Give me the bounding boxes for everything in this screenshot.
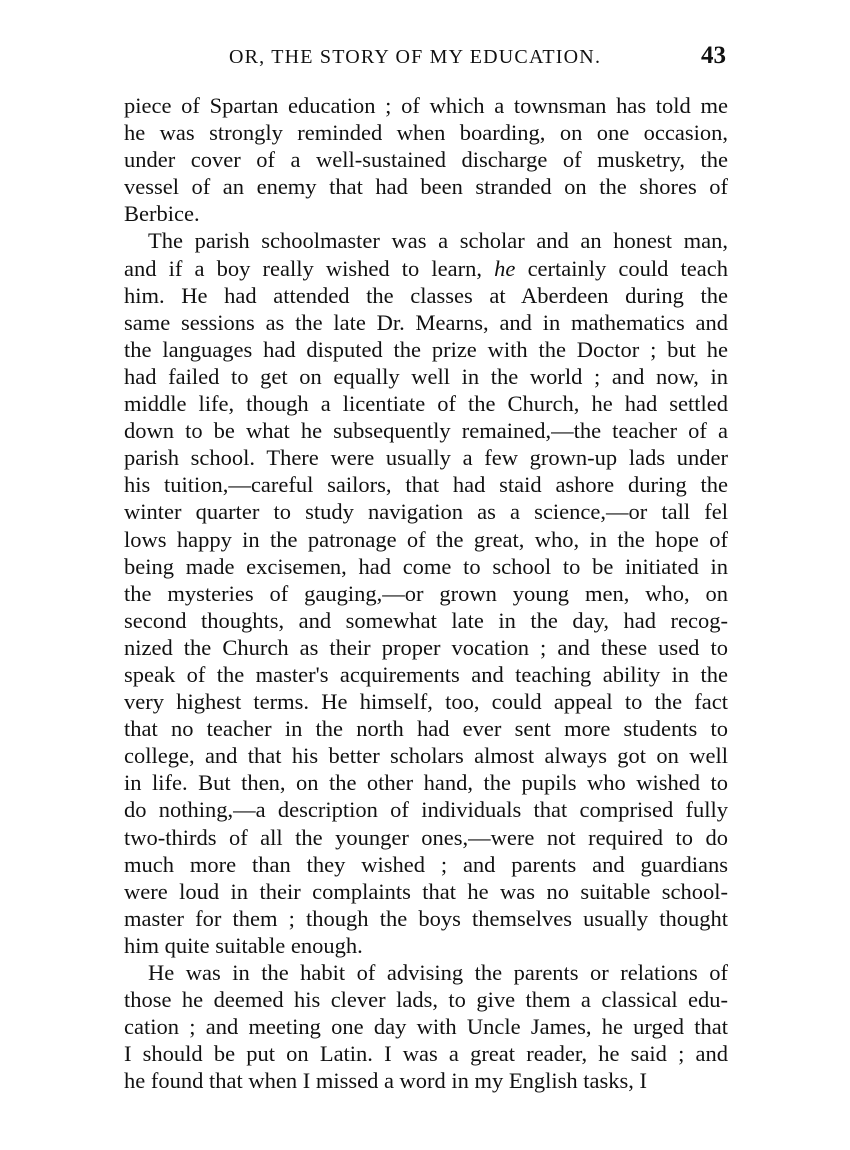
text-line: he was strongly reminded when boarding, on one occasion, xyxy=(124,120,728,146)
text-line: do nothing,—a description of individuals that comprised fully xyxy=(124,797,728,823)
text-line: him. He had attended the classes at Aberdeen during the xyxy=(124,282,728,308)
text-line: master for them ; though the boys themselves usually thought xyxy=(124,905,728,931)
text-line: college, and that his better scholars almost always got on well xyxy=(124,743,728,769)
text-line: being made excisemen, had come to school to be initiated in xyxy=(124,553,728,579)
book-page xyxy=(124,40,728,1094)
text-line: He was in the habit of advising the parents or relations of xyxy=(148,960,728,985)
text-line: middle life, though a licentiate of the Church, he had settled xyxy=(124,391,728,417)
text-line: the languages had disputed the prize with the Doctor ; but he xyxy=(124,336,728,362)
text-line: him quite suitable enough. xyxy=(124,932,363,958)
text-line: two-thirds of all the younger ones,—were not required to do xyxy=(124,824,728,850)
text-line: lows happy in the patronage of the great, who, in the hope of xyxy=(124,526,728,552)
text-line: The parish schoolmaster was a scholar and an honest man, xyxy=(148,228,728,254)
text-line: cation ; and meeting one day with Uncle James, he urged that xyxy=(124,1014,728,1040)
text-line: the mysteries of gauging,—or grown young men, who, on xyxy=(124,580,728,606)
text-line: second thoughts, and somewhat late in the day, had recog- xyxy=(124,607,728,633)
page-number: 43 xyxy=(701,42,726,69)
text-line: I should be put on Latin. I was a great reader, he said ; and xyxy=(124,1041,728,1067)
text-line: that no teacher in the north had ever sent more students to xyxy=(124,716,728,742)
paragraph xyxy=(124,92,728,227)
text-line: speak of the master's acquirements and teaching ability in the xyxy=(124,661,728,687)
text-line: winter quarter to study navigation as a science,—or tall fel xyxy=(124,499,728,525)
text-line: had failed to get on equally well in the world ; and now, in xyxy=(124,363,728,389)
paragraph xyxy=(124,959,728,1094)
text-line: down to be what he subsequently remained,—the teacher of a xyxy=(124,418,728,444)
text-line: under cover of a well-sustained discharge of musketry, the xyxy=(124,147,728,173)
text-line: piece of Spartan education ; of which a townsman has told me xyxy=(124,93,728,118)
text-line: nized the Church as their proper vocation ; and these used to xyxy=(124,634,728,660)
running-title: OR, THE STORY OF MY EDUCATION. xyxy=(229,46,602,68)
text-line: very highest terms. He himself, too, could appeal to the fact xyxy=(124,689,728,715)
text-line: vessel of an enemy that had been stranded on the shores of xyxy=(124,174,728,200)
text-line: much more than they wished ; and parents and guardians xyxy=(124,851,728,877)
emphasis: he xyxy=(494,255,516,281)
text-line: parish school. There were usually a few grown-up lads under xyxy=(124,445,728,471)
text-line: and if a boy really wished to learn, he certainly could teach xyxy=(124,255,729,281)
text-line: were loud in their complaints that he was no suitable school- xyxy=(124,878,728,904)
body-text xyxy=(124,92,728,1094)
text-line: his tuition,—careful sailors, that had staid ashore during the xyxy=(124,472,728,498)
text-line: same sessions as the late Dr. Mearns, and in mathematics and xyxy=(124,309,728,335)
text-line: he found that when I missed a word in my English tasks, I xyxy=(124,1068,648,1094)
text-line: Berbice. xyxy=(124,201,200,227)
text-line: in life. But then, on the other hand, the pupils who wished to xyxy=(124,770,728,796)
paragraph xyxy=(124,227,728,959)
running-head xyxy=(124,40,728,80)
text-line: those he deemed his clever lads, to give them a classical edu- xyxy=(124,987,728,1013)
